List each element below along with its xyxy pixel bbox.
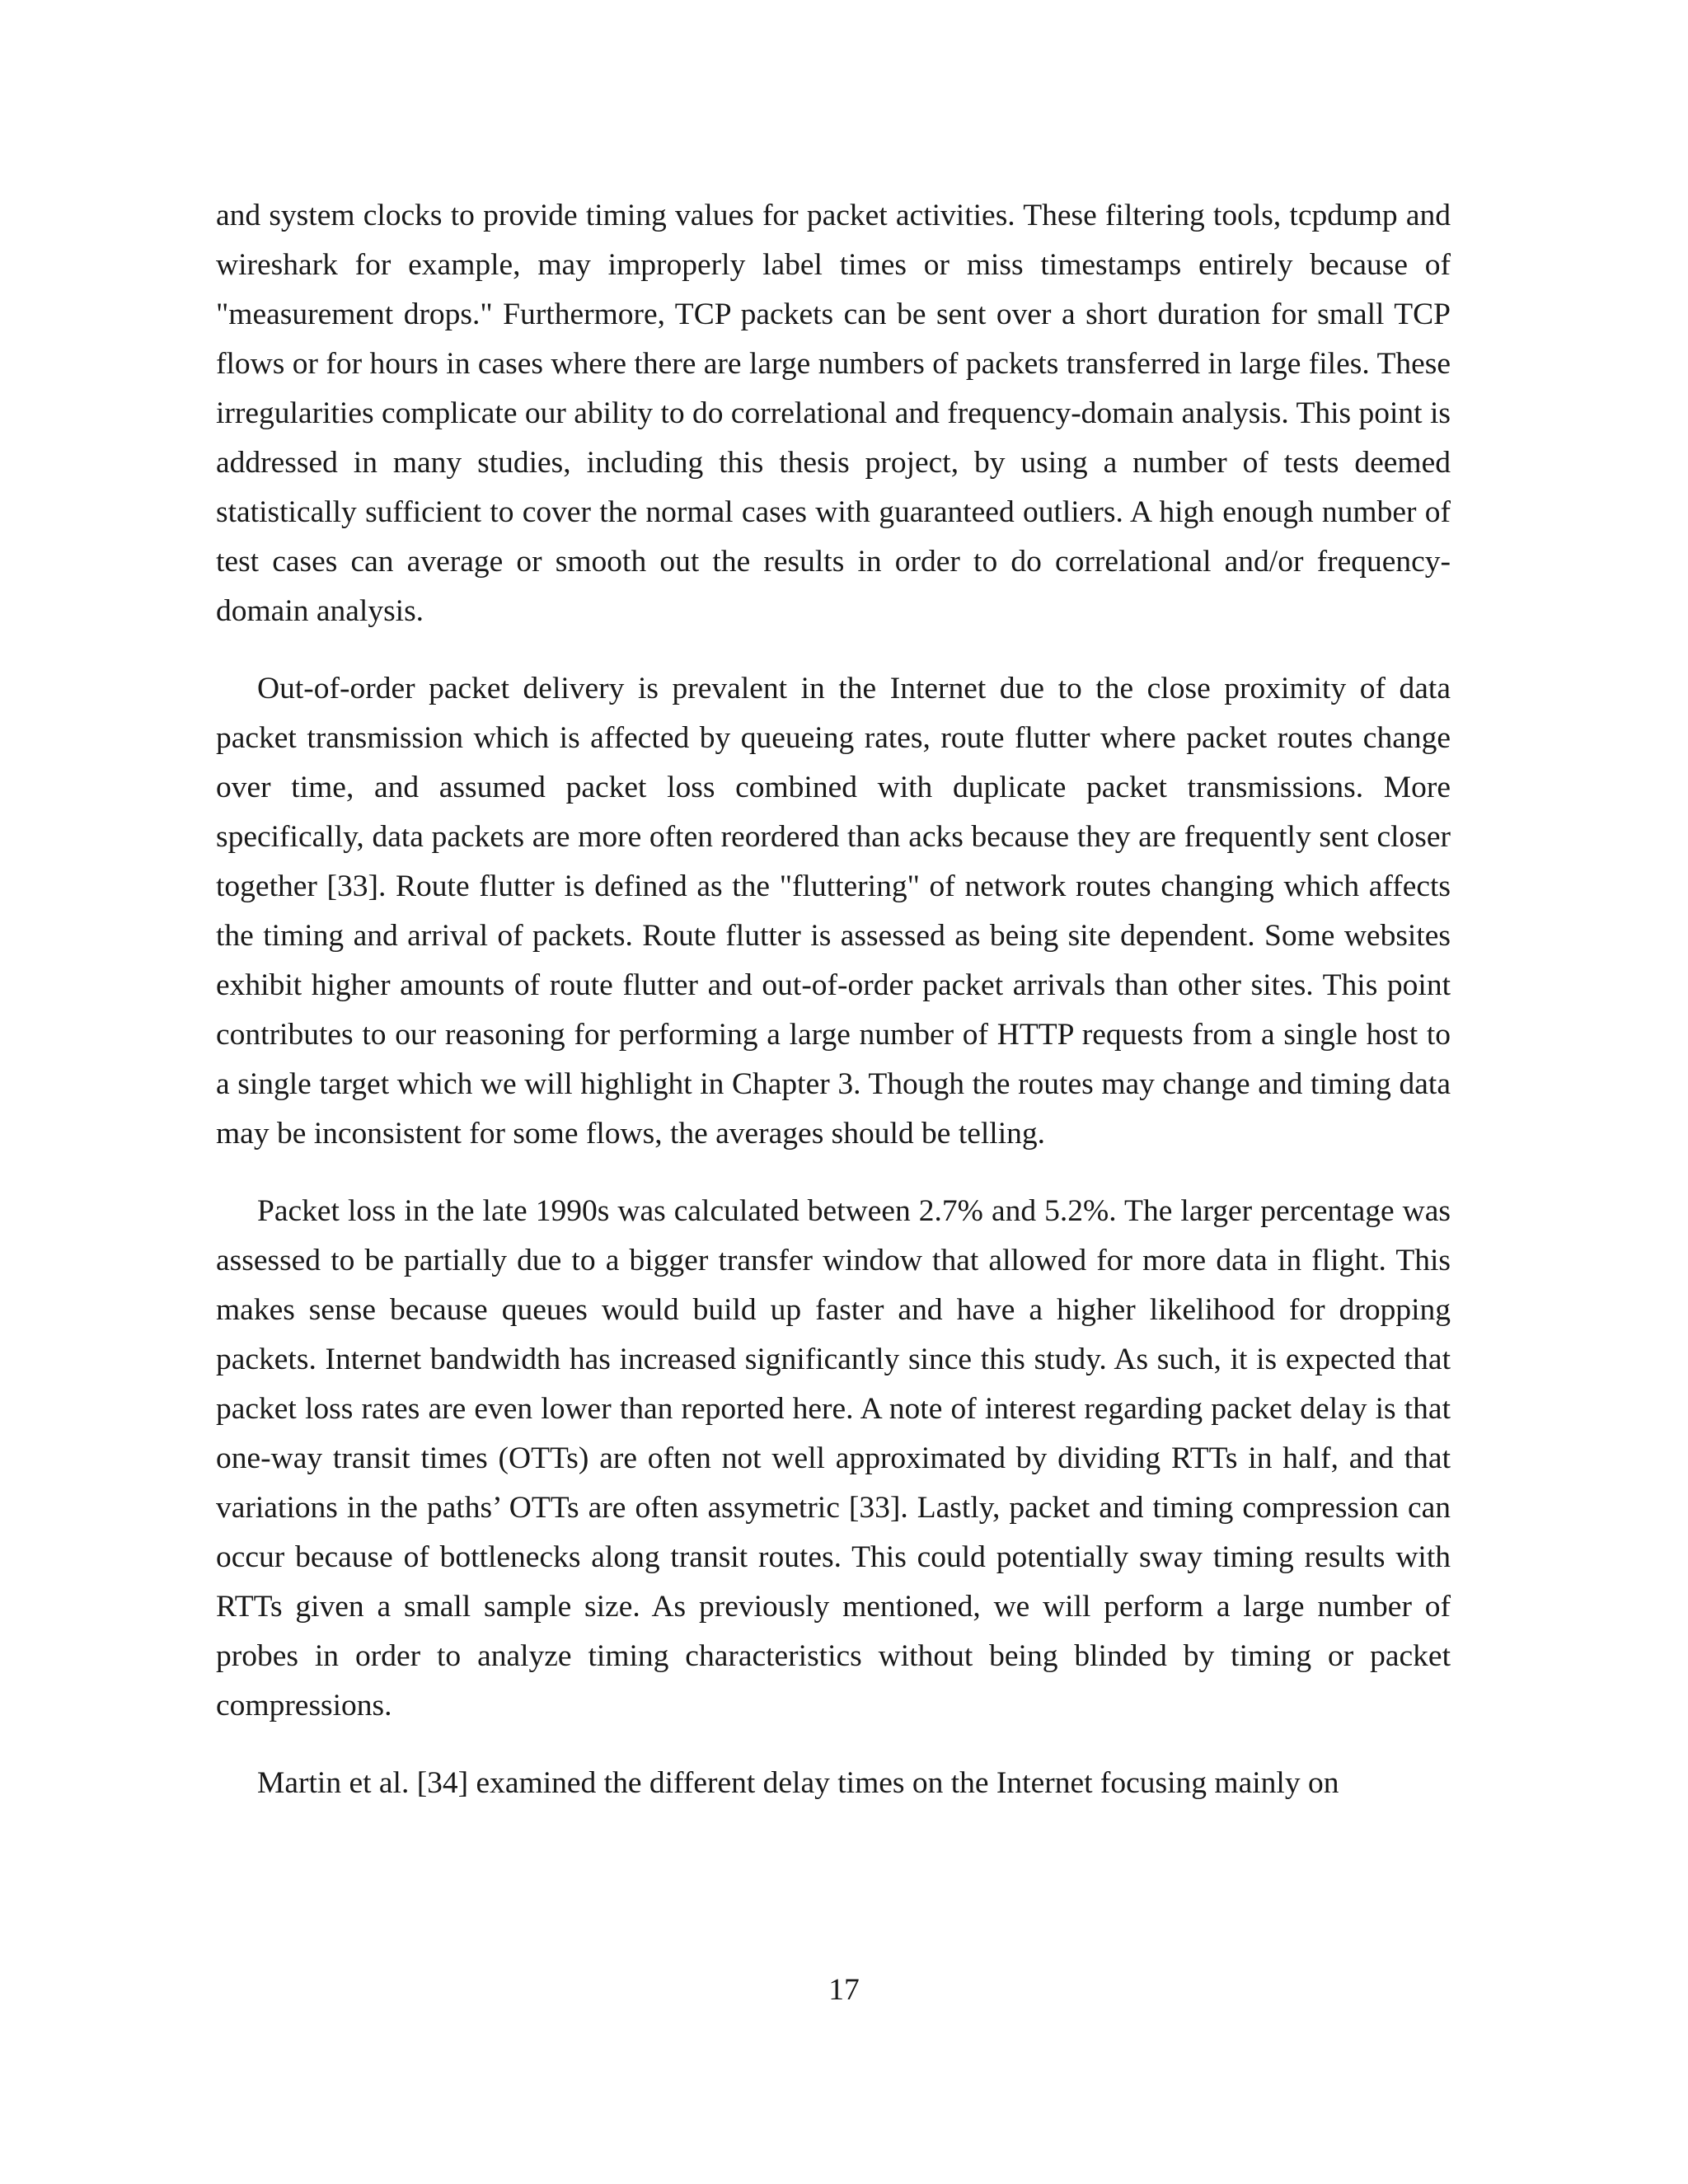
paragraph-continuation: and system clocks to provide timing values for packet activities. These filtering tools, tcpdump and wireshark for example, may improperly label times or miss timestamps entirely because of "measurement drops." Furthermore, TCP packets can be sent over a short duration for small TCP flows or for hours in cases where there are large numbers of packets transferred in large files. These irregularities complicate our ability to do correlational and frequency-domain analysis. This point is addressed in many studies, including this thesis project, by using a number of tests deemed statistically sufficient to cover the normal cases with guaranteed outliers. A high enough number of test cases can average or smooth out the results in order to do correlational and/or frequency-domain analysis. (216, 199, 1451, 628)
paragraph-packet-loss: Packet loss in the late 1990s was calculated between 2.7% and 5.2%. The larger percentage was assessed to be partially due to a bigger transfer window that allowed for more data in flight. This makes sense because queues would build up faster and have a higher likelihood for dropping packets. Internet bandwidth has increased significantly since this study. As such, it is expected that packet loss rates are even lower than reported here. A note of interest regarding packet delay is that one-way transit times (OTTs) are often not well approximated by dividing RTTs in half, and that variations in the paths’ OTTs are often assymetric [33]. Lastly, packet and timing compression can occur because of bottlenecks along transit routes. This could potentially sway timing results with RTTs given a small sample size. As previously mentioned, we will perform a large number of probes in order to analyze timing characteristics without being blinded by timing or packet compressions. (216, 1194, 1451, 1722)
page-body (216, 191, 1451, 1836)
paragraph-martin-et-al: Martin et al. [34] examined the different delay times on the Internet focusing mainly on (257, 1766, 1339, 1800)
paragraph-out-of-order-delivery: Out-of-order packet delivery is prevalent in the Internet due to the close proximity of data packet transmission which is affected by queueing rates, route flutter where packet routes change over time, and assumed packet loss combined with duplicate packet transmissions. More specifically, data packets are more often reordered than acks because they are frequently sent closer together [33]. Route flutter is defined as the "fluttering" of network routes changing which affects the timing and arrival of packets. Route flutter is assessed as being site dependent. Some websites exhibit higher amounts of route flutter and out-of-order packet arrivals than other sites. This point contributes to our reasoning for performing a large number of HTTP requests from a single host to a single target which we will highlight in Chapter 3. Though the routes may change and timing data may be inconsistent for some flows, the averages should be telling. (216, 672, 1451, 1151)
page-number: 17 (828, 1973, 860, 2007)
